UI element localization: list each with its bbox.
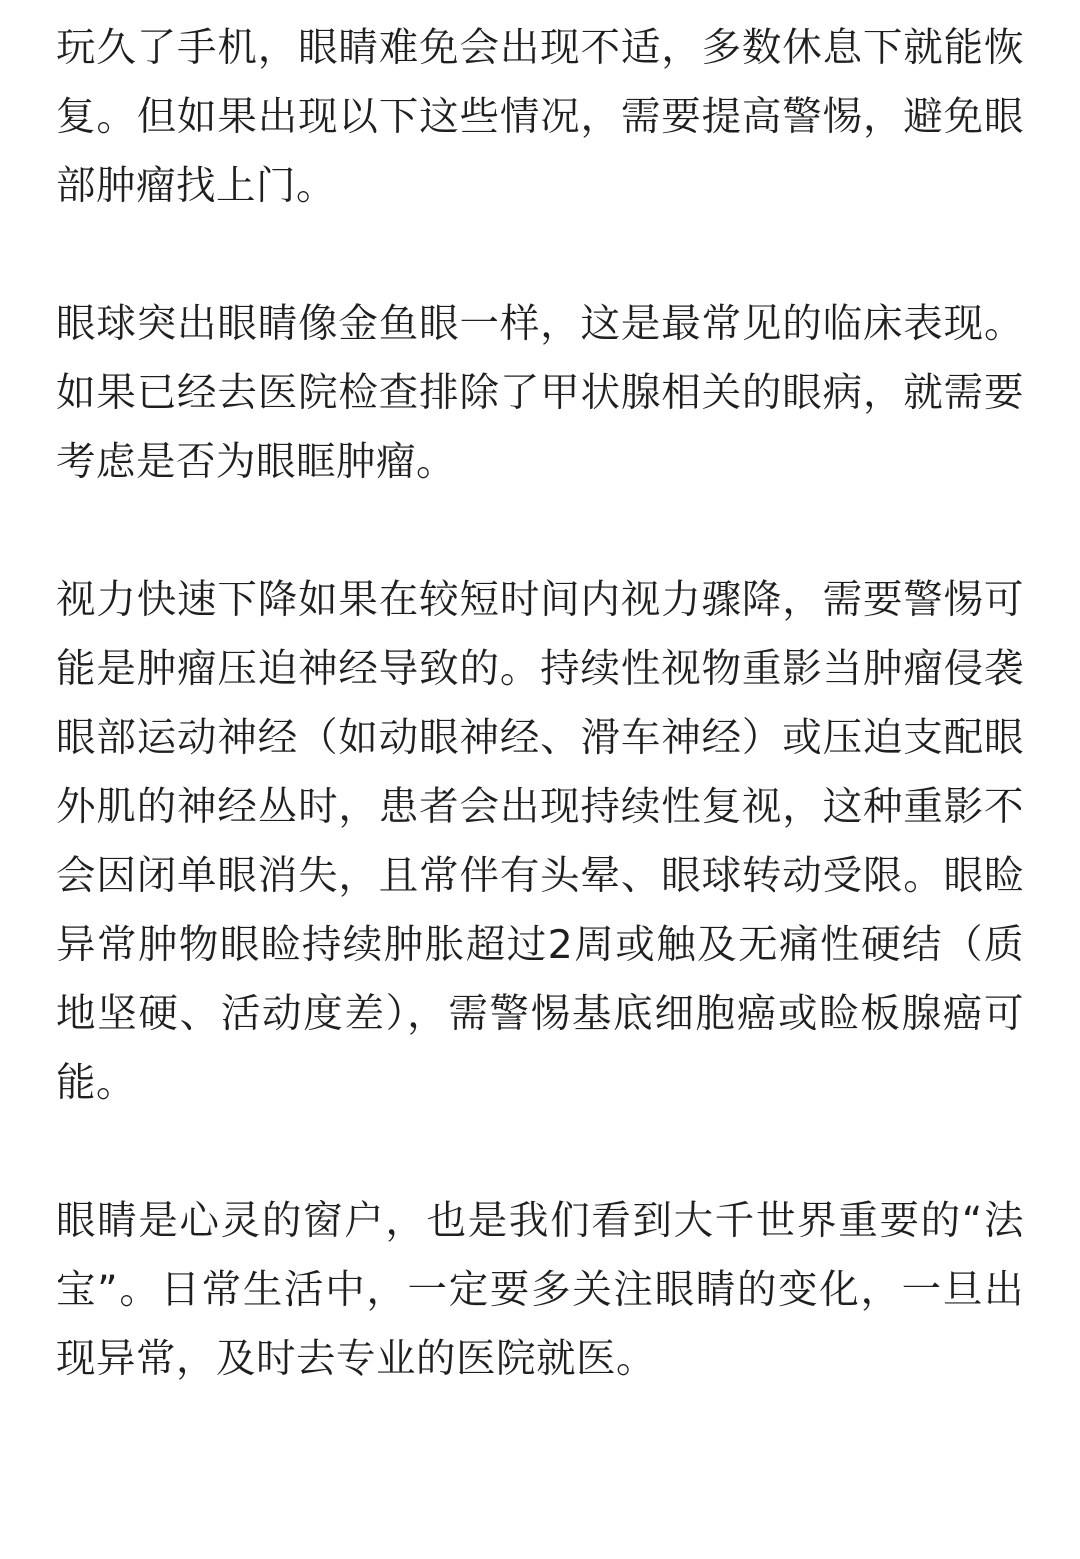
paragraph-vision-symptoms: 视力快速下降如果在较短时间内视力骤降，需要警惕可能是肿瘤压迫神经导致的。持续性视物重影当肿瘤侵袭眼部运动神经（如动眼神经、滑车神经）或压迫支配眼外肌的神经丛时，患者会出现持续性复视，这种重影不会因闭单眼消失，且常伴有头晕、眼球转动受限。眼睑异常肿物眼睑持续肿胀超过2周或触及无痛性硬结（质地坚硬、活动度差），需警惕基底细胞癌或睑板腺癌可能。	[56, 577, 1024, 1106]
paragraph-intro: 玩久了手机，眼睛难免会出现不适，多数休息下就能恢复。但如果出现以下这些情况，需要提高警惕，避免眼部肿瘤找上门。	[56, 25, 1024, 209]
paragraph-conclusion: 眼睛是心灵的窗户，也是我们看到大千世界重要的“法宝”。日常生活中，一定要多关注眼睛的变化，一旦出现异常，及时去专业的医院就医。	[56, 1198, 1024, 1382]
paragraph-eye-protrusion: 眼球突出眼睛像金鱼眼一样，这是最常见的临床表现。如果已经去医院检查排除了甲状腺相关的眼病，就需要考虑是否为眼眶肿瘤。	[56, 301, 1024, 485]
